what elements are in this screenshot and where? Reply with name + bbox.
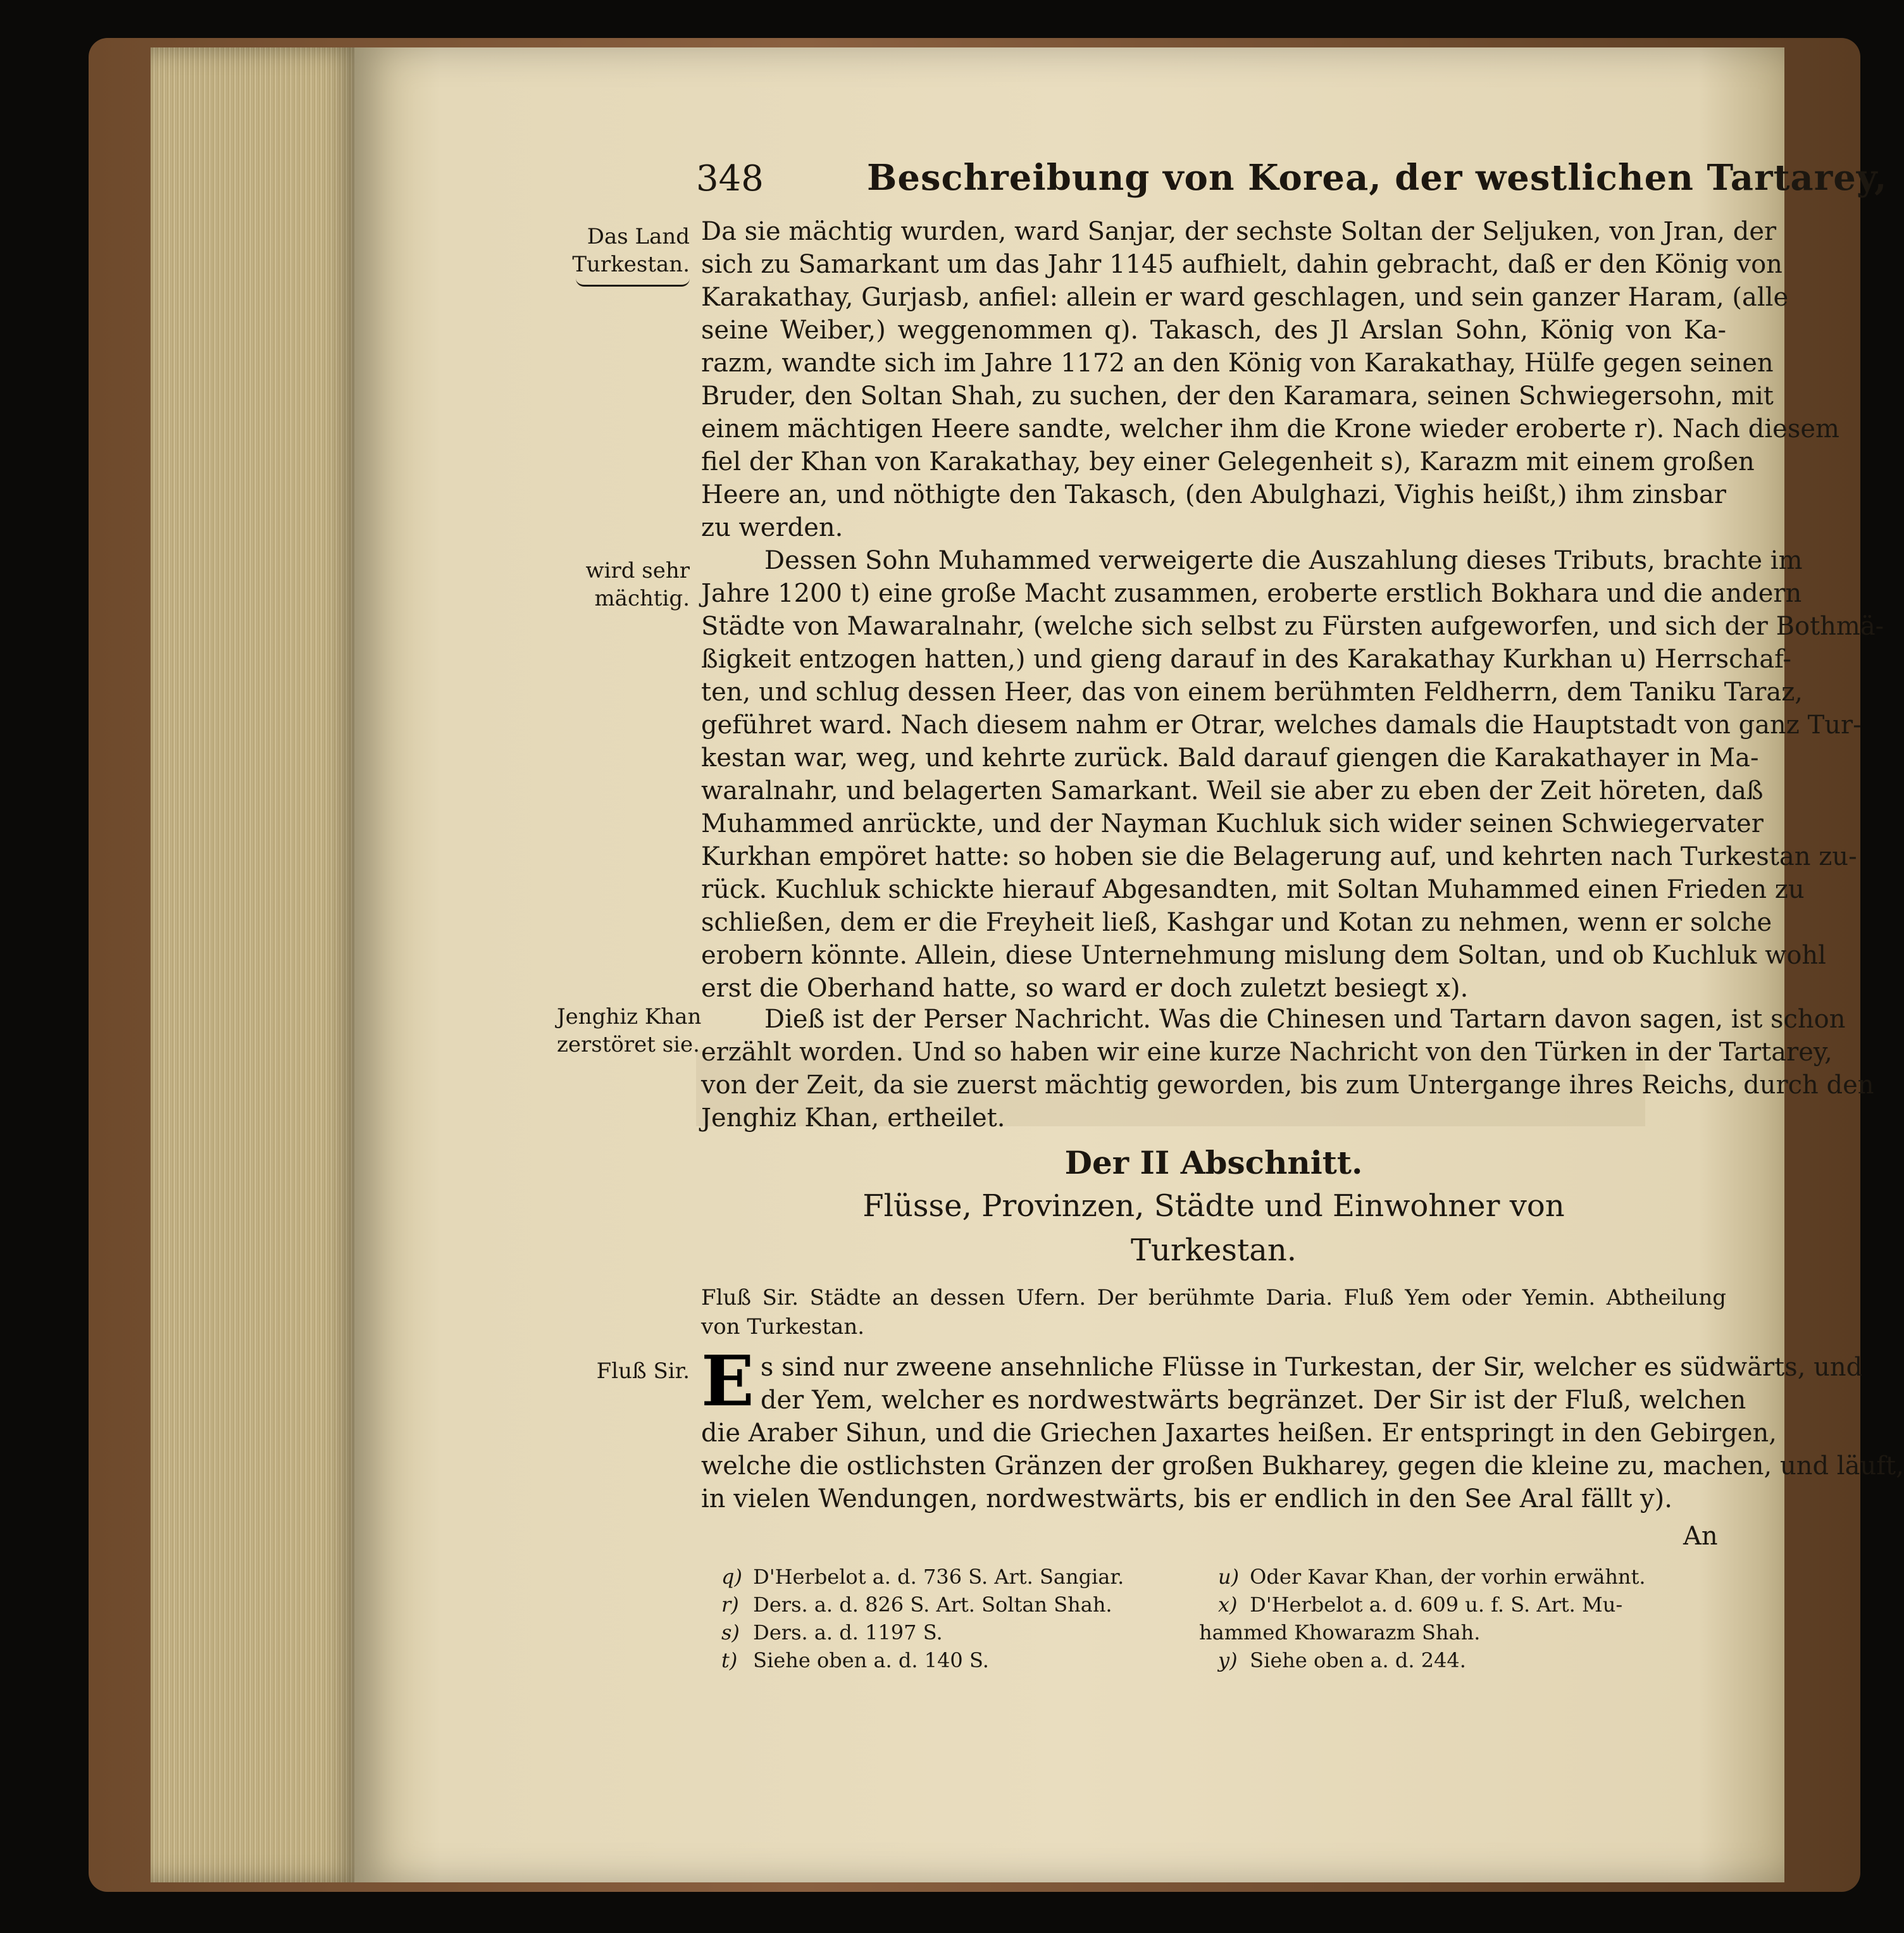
footnote-mark: y): [1218, 1648, 1238, 1672]
text-line: Dessen Sohn Muhammed verweigerte die Auszahlung dieses Tributs, brachte im: [764, 546, 1803, 575]
text-line: von der Zeit, da sie zuerst mächtig geworden, bis zum Untergange ihres Reichs, durch den: [701, 1071, 1874, 1100]
footnote-text: D'Herbelot a. d. 736 S. Art. Sangiar.: [753, 1565, 1124, 1589]
catchword: An: [1683, 1522, 1718, 1551]
text-line: Kurkhan empöret hatte: so hoben sie die Belagerung auf, und kehrten nach Turkestan zu-: [701, 842, 1857, 871]
margin-note-line: zerstöret sie.: [557, 1032, 700, 1057]
brace-decoration: [576, 278, 690, 287]
text-line: welche die ostlichsten Gränzen der großen Bukharey, gegen die kleine zu, machen, und läuft,: [701, 1451, 1904, 1481]
footnote-text: hammed Khowarazm Shah.: [1199, 1620, 1481, 1644]
footnote: [1218, 1591, 1724, 1619]
text-line: Jahre 1200 t) eine große Macht zusammen, eroberte erstlich Bokhara und die andern: [701, 579, 1802, 608]
summary-line: Fluß Sir. Städte an dessen Ufern. Der berühmte Daria. Fluß Yem oder Yemin. Abtheilung: [701, 1285, 1726, 1310]
section-summary: [701, 1283, 1726, 1341]
footnote: [721, 1646, 1202, 1674]
margin-note-line: Jenghiz Khan: [557, 1004, 702, 1029]
running-title: Beschreibung von Korea, der westlichen Tartarey,: [867, 157, 1888, 199]
text-line: sich zu Samarkant um das Jahr 1145 aufhielt, dahin gebracht, daß er den König von: [701, 250, 1783, 279]
section-title-line: Turkestan.: [1130, 1233, 1297, 1268]
text-line: razm, wandte sich im Jahre 1172 an den König von Karakathay, Hülfe gegen seinen: [701, 349, 1774, 378]
text-line: Heere an, und nöthigte den Takasch, (den Abulghazi, Vighis heißt,) ihm zinsbar: [701, 480, 1726, 509]
footnote-mark: t): [721, 1648, 738, 1672]
text-line: einem mächtigen Heere sandte, welcher ihm die Krone wieder eroberte r). Nach diesem: [701, 414, 1839, 444]
text-line: zu werden.: [701, 513, 843, 542]
margin-note-land: [569, 223, 690, 287]
text-line: Städte von Mawaralnahr, (welche sich selbst zu Fürsten aufgeworfen, und sich der Bothmä-: [701, 612, 1884, 641]
margin-note-line: wird sehr: [585, 558, 690, 583]
margin-note-maechtig: [557, 557, 690, 612]
text-line: seine Weiber,) weggenommen q). Takasch, des Jl Arslan Sohn, König von Ka-: [701, 316, 1726, 345]
footnote-text: Siehe oben a. d. 140 S.: [753, 1648, 989, 1672]
text-line: kestan war, weg, und kehrte zurück. Bald darauf giengen die Karakathayer in Ma-: [701, 743, 1759, 773]
footnote-text: Ders. a. d. 1197 S.: [753, 1620, 943, 1644]
margin-note-sir: Fluß Sir.: [596, 1358, 690, 1384]
footnote-mark: u): [1218, 1565, 1240, 1589]
text-line: ßigkeit entzogen hatten,) und gieng darauf in des Karakathay Kurkhan u) Herrschaf-: [701, 645, 1792, 674]
footnote: [721, 1563, 1202, 1591]
text-line: der Yem, welcher es nordwestwärts begränzet. Der Sir ist der Fluß, welchen: [760, 1386, 1746, 1415]
footnote-mark: x): [1218, 1593, 1238, 1617]
text-line: Da sie mächtig wurden, ward Sanjar, der sechste Soltan der Seljuken, von Jran, der: [701, 217, 1777, 246]
text-line: in vielen Wendungen, nordwestwärts, bis er endlich in den See Aral fällt y).: [701, 1484, 1672, 1513]
footnote-text: D'Herbelot a. d. 609 u. f. S. Art. Mu-: [1250, 1593, 1623, 1617]
paragraph-1: [701, 215, 1839, 544]
text-line: Muhammed anrückte, und der Nayman Kuchluk sich wider seinen Schwiegervater: [701, 809, 1764, 838]
text-line: fiel der Khan von Karakathay, bey einer Gelegenheit s), Karazm mit einem großen: [701, 447, 1755, 476]
text-line: waralnahr, und belagerten Samarkant. Weil sie aber zu eben der Zeit höreten, daß: [701, 776, 1764, 805]
paragraph-4: [701, 1340, 1904, 1515]
footnote-mark: q): [721, 1565, 742, 1589]
drop-cap: E: [701, 1340, 754, 1422]
margin-note-line: mächtig.: [594, 586, 690, 611]
paragraph-3: [701, 1003, 1874, 1134]
footnote: [1199, 1619, 1724, 1646]
section-heading: Der II Abschnitt.: [1064, 1144, 1363, 1181]
text-line: Dieß ist der Perser Nachricht. Was die Chinesen und Tartarn davon sagen, ist schon: [764, 1005, 1846, 1034]
summary-line: von Turkestan.: [701, 1314, 865, 1339]
text-line: die Araber Sihun, und die Griechen Jaxartes heißen. Er entspringt in den Gebirgen,: [701, 1419, 1777, 1448]
footnote-text: Ders. a. d. 826 S. Art. Soltan Shah.: [753, 1593, 1112, 1617]
footnote-text: Siehe oben a. d. 244.: [1250, 1648, 1466, 1672]
text-line: Jenghiz Khan, ertheilet.: [701, 1103, 1005, 1133]
footnotes-right: [1199, 1563, 1724, 1674]
footnote: [721, 1619, 1202, 1646]
text-line: Bruder, den Soltan Shah, zu suchen, der den Karamara, seinen Schwiegersohn, mit: [701, 382, 1774, 411]
section-title-line: Flüsse, Provinzen, Städte und Einwohner von: [862, 1188, 1565, 1224]
page-number: 348: [696, 158, 764, 199]
text-line: s sind nur zweene ansehnliche Flüsse in Turkestan, der Sir, welcher es südwärts, und: [760, 1353, 1863, 1382]
text-line: ten, und schlug dessen Heer, das von einem berühmten Feldherrn, dem Taniku Taraz,: [701, 678, 1803, 707]
text-line: erzählt worden. Und so haben wir eine kurze Nachricht von den Türken in der Tartarey,: [701, 1038, 1832, 1067]
footnote: [1218, 1646, 1724, 1674]
footnote-mark: s): [721, 1620, 740, 1644]
text-line: schließen, dem er die Freyheit ließ, Kashgar und Kotan zu nehmen, wenn er solche: [701, 908, 1772, 937]
footnote: [721, 1591, 1202, 1619]
text-line: erobern könnte. Allein, diese Unternehmung mislung dem Soltan, und ob Kuchluk wohl: [701, 941, 1826, 970]
page-edges: [151, 47, 359, 1882]
footnote: [1218, 1563, 1724, 1591]
footnotes-left: [721, 1563, 1202, 1674]
paragraph-2: [701, 544, 1884, 1005]
text-line: rück. Kuchluk schickte hierauf Abgesandten, mit Soltan Muhammed einen Frieden zu: [701, 875, 1805, 904]
text-line: erst die Oberhand hatte, so ward er doch zuletzt besiegt x).: [701, 974, 1469, 1003]
margin-note-line: Das Land: [587, 224, 690, 249]
text-line: geführet ward. Nach diesem nahm er Otrar, welches damals die Hauptstadt von ganz Tur-: [701, 711, 1862, 740]
footnote-text: Oder Kavar Khan, der vorhin erwähnt.: [1250, 1565, 1646, 1589]
footnote-mark: r): [721, 1593, 739, 1617]
margin-note-jenghiz: [557, 1003, 702, 1059]
text-line: Karakathay, Gurjasb, anfiel: allein er ward geschlagen, und sein ganzer Haram, (alle: [701, 283, 1789, 312]
margin-note-line: Turkestan.: [572, 252, 690, 277]
